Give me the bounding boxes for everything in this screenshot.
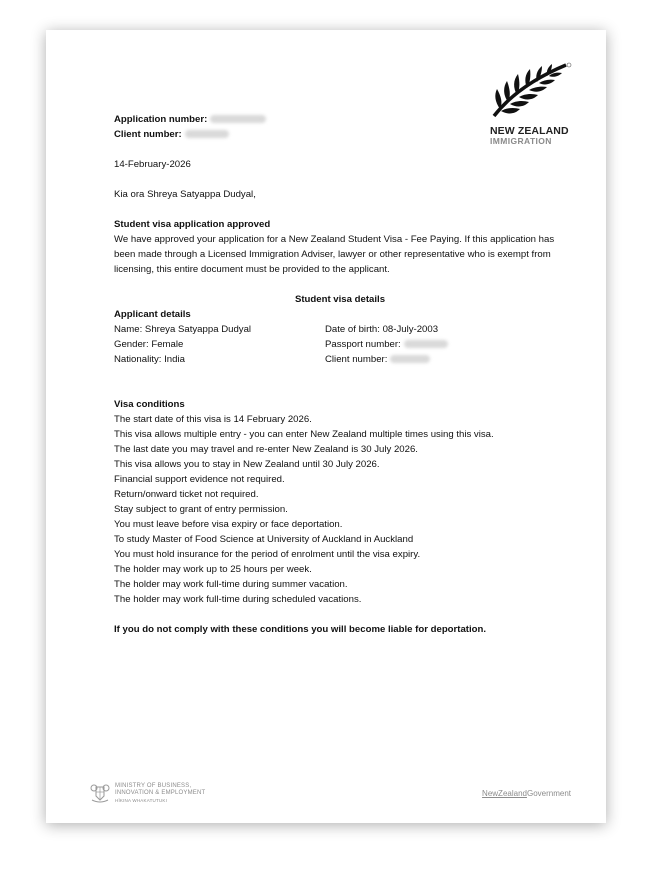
gender: Gender: Female [114,339,184,350]
client-number-detail-label: Client number: [325,354,388,365]
approval-text: We have approved your application for a New Zealand Student Visa - Fee Paying. If this application has been made through a Licensed Immigration Adviser, lawyer or other representative who is exempt from licensing, this entire document must be provided to the applicant. [114,234,555,275]
condition-item: The start date of this visa is 14 February 2026. [114,414,312,425]
mbie-text [115,783,205,804]
govt-nz-text: NewZealand [482,789,527,798]
logo-name: NEW ZEALAND [490,125,569,137]
letter-date: 14-February-2026 [114,159,191,170]
nz-government-logo [482,789,571,798]
condition-item: You must leave before visa expiry or face deportation. [114,519,343,530]
silver-fern-icon [490,62,572,118]
client-number-line [114,127,566,142]
application-number-line [114,112,566,127]
date-of-birth: Date of birth: 08-July-2003 [325,324,439,335]
applicant-name: Name: Shreya Satyappa Dudyal [114,324,252,335]
condition-item: Return/onward ticket not required. [114,489,259,500]
logo-subtitle: IMMIGRATION [490,136,552,146]
condition-item: To study Master of Food Science at University of Auckland in Auckland [114,534,414,545]
condition-item: This visa allows you to stay in New Zealand until 30 July 2026. [114,459,380,470]
condition-item: This visa allows multiple entry - you can enter New Zealand multiple times using this visa. [114,429,494,440]
greeting: Kia ora Shreya Satyappa Dudyal, [114,189,256,200]
mbie-logo [89,782,205,804]
condition-item: You must hold insurance for the period of enrolment until the visa expiry. [114,549,421,560]
deportation-warning: If you do not comply with these conditions you will become liable for deportation. [114,624,487,635]
letter-page [46,30,606,823]
redacted-application-number [210,115,266,123]
mbie-line-3: HĪKINA WHAKATUTUKI [115,797,168,803]
nationality: Nationality: India [114,354,185,365]
passport-number [325,337,448,352]
redacted-client-number [185,130,229,138]
condition-item: Financial support evidence not required. [114,474,285,485]
application-number-label: Application number: [114,114,208,125]
redacted-client-number-detail [390,355,430,363]
mbie-line-1: MINISTRY OF BUSINESS, [115,782,192,789]
approval-heading: Student visa application approved [114,219,271,230]
details-row [114,352,566,367]
coat-of-arms-icon [89,782,111,804]
condition-item: The last date you may travel and re-enter New Zealand is 30 July 2026. [114,444,418,455]
client-number-detail [325,352,430,367]
visa-conditions-heading: Visa conditions [114,399,185,410]
redacted-passport-number [404,340,448,348]
condition-item: The holder may work full-time during scheduled vacations. [114,594,362,605]
condition-item: Stay subject to grant of entry permission. [114,504,288,515]
condition-item: The holder may work full-time during summer vacation. [114,579,348,590]
visa-details-title: Student visa details [294,294,386,305]
client-number-label: Client number: [114,129,182,140]
mbie-line-2: INNOVATION & EMPLOYMENT [115,789,206,796]
details-row [114,337,566,352]
govt-word-text: Government [526,789,571,798]
applicant-details-heading: Applicant details [114,309,191,320]
letter-body [114,112,566,637]
details-row [114,322,566,337]
condition-item: The holder may work up to 25 hours per week. [114,564,312,575]
passport-number-label: Passport number: [325,339,401,350]
